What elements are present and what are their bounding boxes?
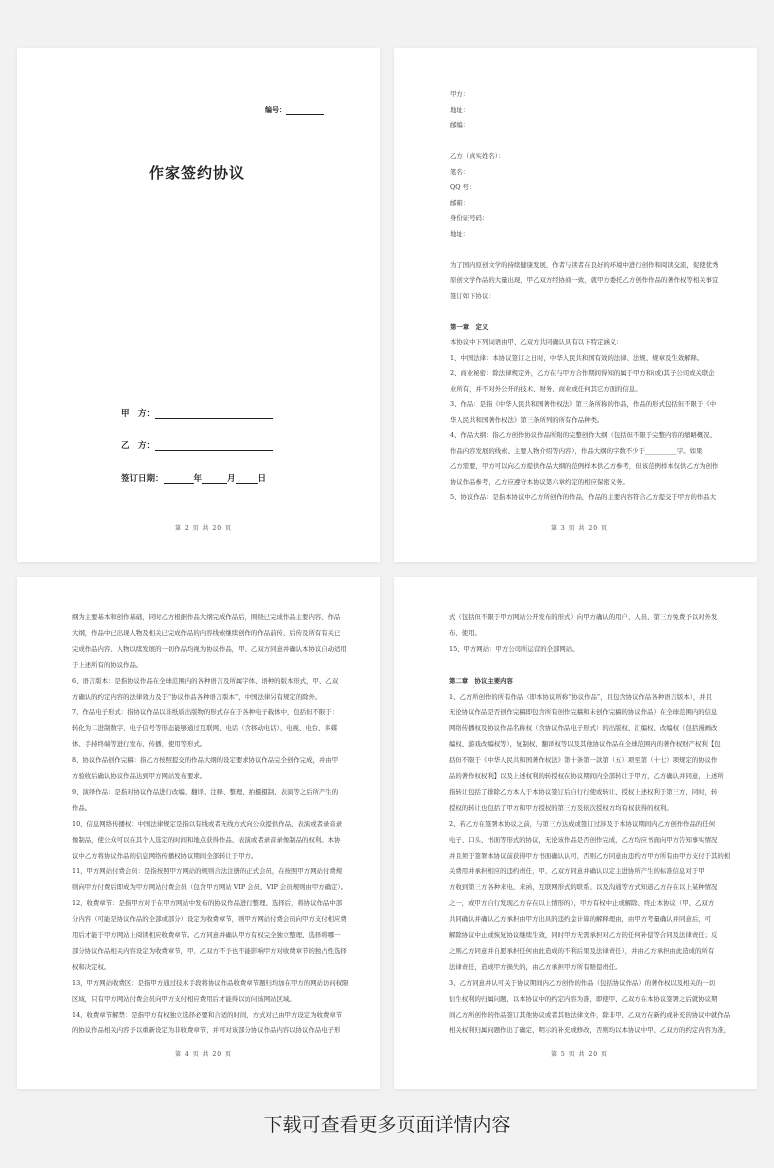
text-line: 式（包括但不限于甲方网站公开发布的形式）向甲方确认的用户、人员、第三方免费予以对外发 <box>449 613 718 621</box>
text-line: 间乙方所创作的作品签订其他协议或者其他法律文件，除非甲、乙双方在新约或补充的协议中就作品 <box>449 1010 731 1019</box>
contract-number-field <box>265 105 324 115</box>
month-blank <box>202 483 227 484</box>
text-line: 并且须于签署本协议前获得甲方书面确认认可，否则乙方同意由违约方甲方所有由甲方支付于其的相 <box>449 851 731 860</box>
text-line: 2、若乙方在签署本协议之前，与第三方达成或签订过涉及于本协议期间内乙方创作作品的任何 <box>449 819 716 828</box>
text-line: 授权的转让也包括了甲方和甲方授权的第三方及依次授权方均有权获得的权利。 <box>449 803 673 812</box>
text-line: 华人民共和国著作权法》第三条所列的所有作品种类。 <box>450 415 604 424</box>
text-line: 业所有，并不对外公开的技术、财务、商业或任何其它方面的信息。 <box>450 384 642 393</box>
text-line: 作品。 <box>72 803 92 812</box>
text-line: 2、商业秘密：除法律规定外，乙方在与甲方合作期间得知的属于甲方和(或)其子公司或关联企 <box>450 369 715 377</box>
contract-number-blank <box>286 114 324 115</box>
party-a-blank <box>155 418 273 419</box>
sign-date-label: 签订日期： <box>121 474 164 484</box>
text-line: 9、演绎作品：是指对协议作品进行改编、翻译、注释、整理、拍摄摄制、表演等之后所产生的 <box>72 787 339 796</box>
text-line: 的协议作品相关内容予以重新设定为非收费章节，并可对该部分协议作品内容以协议作品电子形 <box>72 1026 341 1035</box>
text-line: 像制品，使公众可以在其个人选定的时间和地点获得作品、表演或者录音录像制品的权利。本协 <box>72 835 341 844</box>
text-line: 衍生权利的归属问题，以本协议中的约定内容为准，即使甲、乙双方在本协议签署之后就协议期 <box>449 994 718 1003</box>
text-line: 体、手持终端等进行发布、传播、使用等形式。 <box>72 740 207 749</box>
page-footer: 第 3 页 共 20 页 <box>551 525 608 532</box>
month-label: 月 <box>227 474 236 484</box>
text-line: 地址： <box>450 229 470 238</box>
text-line: 编权、游戏改编权等），复制权、翻译权等以及其他协议作品在全球范围内的著作权财产权利【包 <box>449 740 721 749</box>
text-line: 原创文学作品的大量出现，甲乙双方经协商一致，就甲方委托乙方创作作品的著作权等相关事宜 <box>450 276 719 284</box>
text-line: 乙方需要，甲方可以向乙方提供作品大纲的范例样本供乙方参考，但该范例样本仅供乙方为创作 <box>450 462 719 470</box>
text-line: 转化为二进制数字、电子信号等形态能够通过互联网、电话（含移动电话）、电视、电台、多媒 <box>72 724 338 733</box>
text-line: 完成作品内容、人物以续发展的一切作品均视为协议作品，甲、乙双方同意并确认本协议自动适用 <box>72 644 347 653</box>
text-line: 3、乙方同意并认可关于协议期间内乙方创作的作品（包括协议作品）的著作权以及相关的一切 <box>449 978 716 987</box>
text-line: 身份证号码： <box>450 214 489 222</box>
document-page-4 <box>17 577 380 1089</box>
day-label: 日 <box>257 474 267 484</box>
text-line: 15、甲方网站：甲方公司所运营的全部网站。 <box>449 644 579 653</box>
party-b-label: 乙 方： <box>121 441 156 451</box>
party-b-blank <box>155 450 273 451</box>
text-line: 方收到第三方各种来电、来函、互联网形式的联系、以及沟通等方式知道乙方存在以上某种情况 <box>449 883 718 892</box>
text-line: 邮编： <box>450 121 470 129</box>
text-line: 本协议中下列词语由甲、乙双方共同确认具有以下特定涵义： <box>450 338 623 346</box>
text-line: 之一，或甲方自行发现乙方存在以上情形的），甲方有权中止或解除、终止本协议（甲、乙双方 <box>449 899 715 908</box>
sign-date-line <box>121 472 266 484</box>
text-line: 3、作品：是指《中华人民共和国著作权法》第三条所称的作品，作品的形式包括但不限于《中 <box>450 400 717 408</box>
text-line: 于上述所有的协议作品。 <box>72 660 143 669</box>
text-line: 12、收费章节：是指甲方对于在甲方网站中发布的协议作品进行整理、选择后，将协议作品中部 <box>72 899 343 908</box>
text-line: 关费用并承担相应的违约责任，甲、乙双方同意并确认以定主进协所产生的标准信息对于甲 <box>449 867 705 876</box>
text-line: 14、收费章节解禁：是指甲方有权独立选择必要和合适的时间，方式对已由甲方设定为收费章节 <box>72 1010 343 1019</box>
page-footer: 第 2 页 共 20 页 <box>175 525 232 532</box>
text-line: 13、甲方网站收费区：是指甲方通过技术手段将协议作品收费章节题归均加在甲方的网站访问权限 <box>72 978 349 987</box>
text-line: 解除协议中止或恢复协议继续生效，同时甲方无需承担对乙方的任何补偿等合同及法律责任；反 <box>449 931 718 939</box>
text-line: 网络传播权及协议作品名称权（含协议作品电子形式）的出版权、汇编权、改编权（包括漫画改 <box>449 724 718 733</box>
document-title: 作家签约协议 <box>149 164 246 182</box>
party-a-signature-line <box>121 407 273 419</box>
text-line: 签订如下协议： <box>450 291 495 300</box>
text-line: 括但不限于《中华人民共和国著作权法》第十条第一款第（五）项至第（十七）项规定的协议作 <box>449 756 718 765</box>
document-page-3 <box>394 48 757 562</box>
text-line: 方确认的约定内容的法律效力及于“协议作品各种语言版本”，中国法律另有规定的除外。 <box>72 692 322 701</box>
text-line: 甲方： <box>450 90 470 98</box>
text-line: 作品内容发展的线索、主要人物介绍等内容），作品大纲的字数不少于__________字。如果 <box>450 446 703 455</box>
text-line: 1、中国法律：本协议签订之日时，中华人民共和国有效的法律、法规、规章及生效解释。 <box>450 353 704 362</box>
document-page-cover <box>17 48 380 562</box>
day-blank <box>236 483 258 484</box>
text-line: 无论协议作品是否创作完稿即包含所有创作完稿和未创作完稿的协议作品）在全球范围内的信息 <box>449 708 718 717</box>
text-line: 区域，只有甲方网站付费会员向甲方支付相应费用后才能得以访问该网站区域。 <box>72 994 296 1003</box>
text-line: 1、乙方所创作的所有作品（即本协议所称“协议作品”，且包含协议作品各种语言版本），并且 <box>449 692 713 701</box>
download-caption: 下载可查看更多页面详情内容 <box>263 1114 511 1136</box>
text-line: 品的著作权权利】以及上述权利的转授权在协议期间内全部转让于甲方，乙方确认并同意，上述所 <box>449 772 724 780</box>
text-line: 法律责任，造成甲方损失的，由乙方承担甲方所有赔偿责任。 <box>449 962 622 971</box>
page-footer: 第 5 页 共 20 页 <box>551 1051 608 1058</box>
text-line: 权和决定权。 <box>72 962 111 971</box>
year-blank <box>164 483 194 484</box>
page-footer: 第 4 页 共 20 页 <box>175 1051 232 1058</box>
chapter-heading: 第一章 定义 <box>450 322 489 331</box>
text-line: 5、协议作品：是指本协议中乙方所创作的作品，作品的主要内容符合乙方提交于甲方的作品大 <box>450 493 717 501</box>
text-line: 乙方（真实姓名）： <box>450 152 505 160</box>
text-line: 则向甲方付费后即成为甲方网站付费会员（包含甲方网站 VIP 会员、VIP 会员规则由甲方确定）。 <box>72 883 348 892</box>
text-line: 为了国内原创文学的持续健康发展，作者与读者在良好的环境中进行创作和阅读交流，促使优秀 <box>450 260 719 269</box>
text-line: 用后才能于甲方网站上阅读相应收费章节。乙方同意并确认甲方有权完全独立整理、选择将哪一 <box>72 931 341 939</box>
text-line: 指转让包括了排除乙方本人于本协议签订后自行行使或转让、授权上述权利于第三方，同时，转 <box>449 787 718 796</box>
year-label: 年 <box>193 474 203 484</box>
text-line: 10、信息网络传播权：中国法律规定是指以有线或者无线方式向公众提供作品、表演或者录音录 <box>72 819 343 828</box>
document-page-5 <box>394 577 757 1089</box>
text-line: 议中乙方将协议作品的信息网络传播权协议期间全部转让于甲方。 <box>72 851 258 860</box>
text-line: 6、语言版本：是指协议作品在全球范围内的各种语言及所属字体、语种的版本形式，甲、乙双 <box>72 676 339 685</box>
text-line: 分内容（可能是协议作品的全部或部分）设定为收费章节，则甲方网站付费会员向甲方支付相应费 <box>72 915 347 924</box>
contract-number-label: 编号： <box>265 105 286 114</box>
text-line: 8、协议作品创作完稿：指乙方按照提交的作品大纲的设定要求协议作品完全创作完成，并由甲 <box>72 756 339 765</box>
text-line: 相关权利归属问题作出了确定、明示的补充或修改，否则均以本协议中甲、乙双方的约定内容为准， <box>449 1026 731 1035</box>
text-line: 笔名： <box>450 167 470 176</box>
text-line: QQ 号： <box>450 183 476 191</box>
text-line: 部分协议作品相关内容设定为收费章节，甲、乙双方不予也不能影响甲方对收费章节的独占性选择 <box>72 946 347 955</box>
text-line: 4、作品大纲：指乙方创作协议作品所附的完整创作大纲（包括但不限于完整内容的缩略概况、 <box>450 431 717 439</box>
text-line: 邮箱： <box>450 198 470 207</box>
text-line: 电子、口头、书面等形式的协议，无论该作品是否创作完成，乙方均应书面向甲方告知事实情况 <box>449 835 718 844</box>
chapter-heading: 第二章 协议主要内容 <box>449 676 513 685</box>
text-line: 地址： <box>450 105 470 114</box>
text-line: 大纲，作品中已出现人物及相关已完成作品的内容线索继续创作的作品前传、后传及所有有关已 <box>72 628 341 637</box>
text-line: 7、作品电子形式：指协议作品以非纸质出版物的形式存在于各种电子载体中，包括但不限于： <box>72 708 339 717</box>
text-line: 方验收后确认协议作品达到甲方网站发布要求。 <box>72 772 207 780</box>
text-line: 11、甲方网站付费会员：是指按照甲方网站的规则合法注册的正式会员，在按照甲方网站付费规 <box>72 867 343 876</box>
text-line: 之则乙方同意并自愿承担任何由此造成的不利后果及法律责任），并由乙方承担由此造成的所有 <box>449 946 715 955</box>
text-line: 布、使用。 <box>449 628 481 637</box>
party-b-signature-line <box>121 439 273 451</box>
party-a-label: 甲 方： <box>121 409 156 419</box>
text-line: 共同确认并确认乙方承担由甲方出具的违约金计算的解释理由，由甲方考量确认并同意后，可 <box>449 915 712 924</box>
text-line: 协议作品参考，乙方应遵守本协议第六章约定的相应保密义务。 <box>450 477 629 486</box>
text-line: 纲为主要基本和创作基础，同时乙方根据作品大纲完成作品后，围绕已完成作品主要内容、作品 <box>72 613 341 621</box>
